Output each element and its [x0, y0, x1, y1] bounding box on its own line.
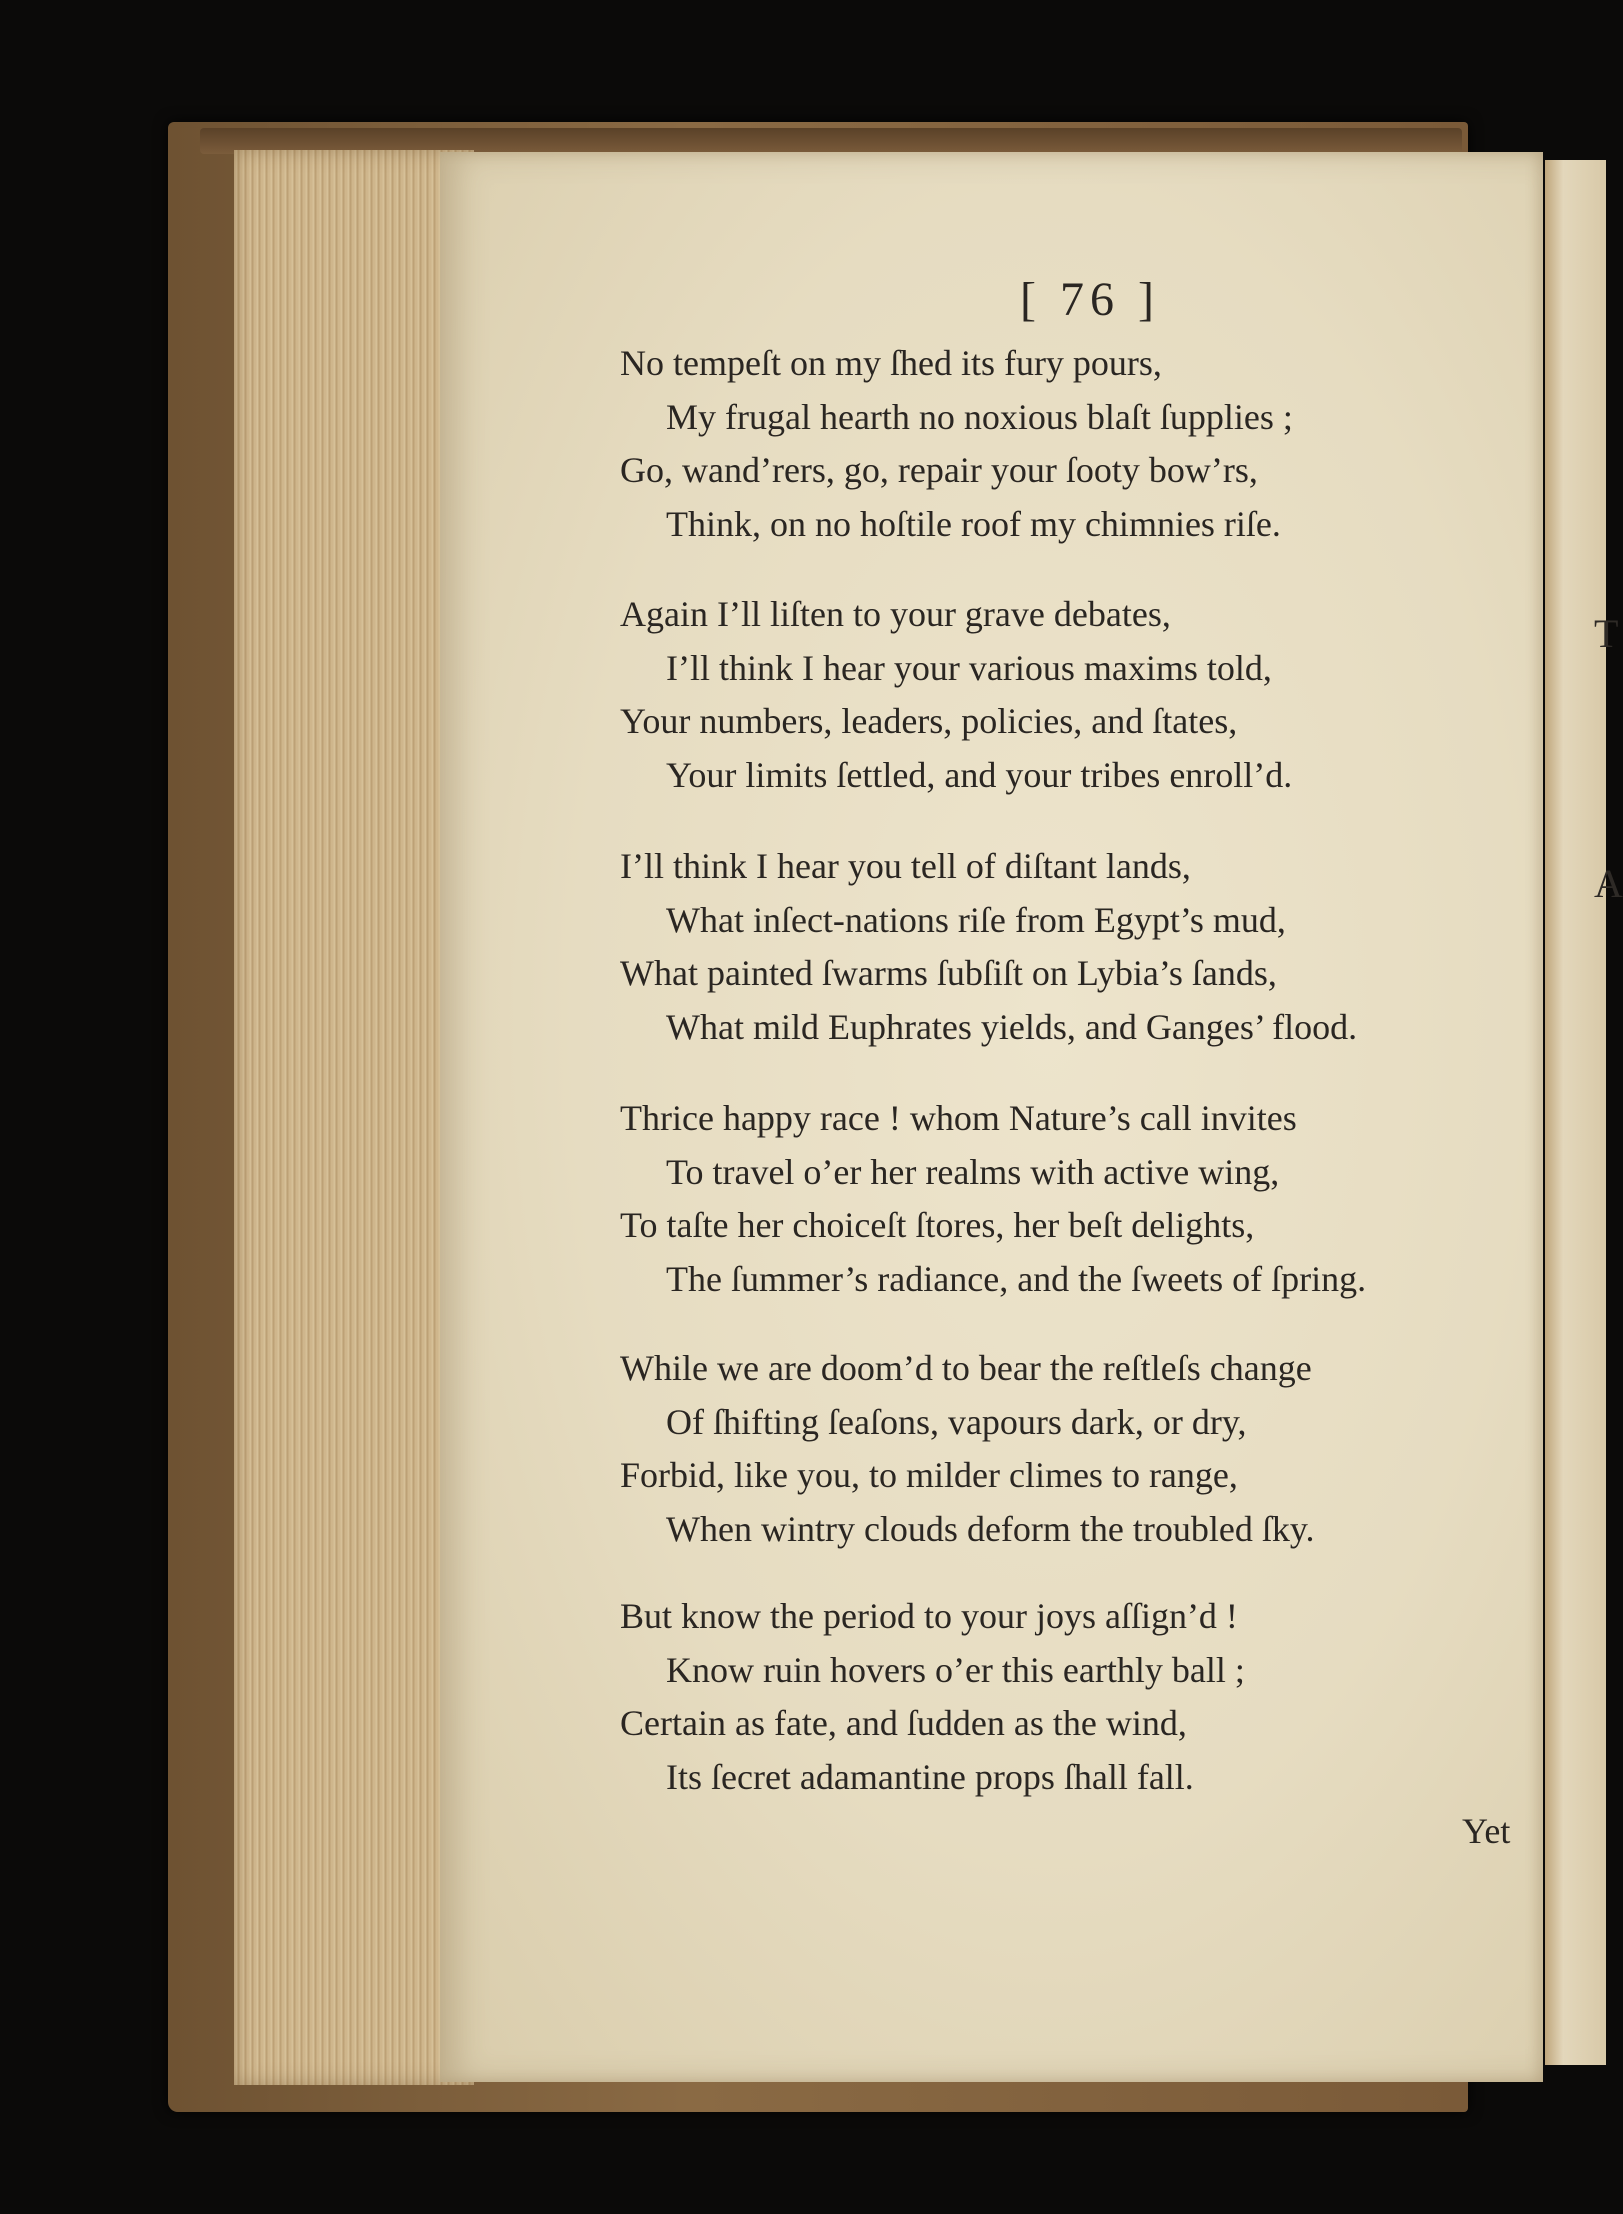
verse-line: What mild Euphrates yields, and Ganges’ flood. [666, 1006, 1358, 1047]
facing-page-letter: A [1594, 861, 1623, 906]
page-number: [ 76 ] [1020, 273, 1160, 326]
verse-line: To taſte her choiceſt ſtores, her beſt delights, [620, 1205, 1255, 1245]
catchword: Yet [1462, 1811, 1511, 1851]
stanza [620, 1092, 1520, 1306]
verse-line: Go, wand’rers, go, repair your ſooty bow’rs, [620, 450, 1258, 490]
stanza [620, 1342, 1520, 1556]
verse-line: Your limits ſettled, and your tribes enroll’d. [666, 754, 1293, 795]
verse-line: My frugal hearth no noxious blaſt ſupplies ; [666, 396, 1293, 437]
verse-line: Of ſhifting ſeaſons, vapours dark, or dry, [666, 1401, 1247, 1442]
verse-line: Thrice happy race ! whom Nature’s call invites [620, 1098, 1297, 1138]
verse-line: Certain as fate, and ſudden as the wind, [620, 1703, 1187, 1743]
facing-page-strip [1545, 160, 1606, 2065]
verse-line: What inſect-nations riſe from Egypt’s mud, [666, 899, 1286, 940]
verse-line: When wintry clouds deform the troubled ſky. [666, 1508, 1315, 1549]
stanza [620, 840, 1520, 1054]
verse-line: I’ll think I hear you tell of diſtant lands, [620, 846, 1191, 886]
verse-line: No tempeſt on my ſhed its fury pours, [620, 343, 1162, 383]
verse-line: Your numbers, leaders, policies, and ſtates, [620, 701, 1238, 741]
verse-line: Think, on no hoſtile roof my chimnies riſe. [666, 503, 1281, 544]
verse-line: Again I’ll liſten to your grave debates, [620, 594, 1171, 634]
verse-line: Know ruin hovers o’er this earthly ball ; [666, 1649, 1245, 1690]
page-block-edges [234, 150, 474, 2085]
verse-line: But know the period to your joys aſſign’d ! [620, 1596, 1238, 1636]
facing-page-letter: T [1594, 611, 1619, 656]
verse-line: Forbid, like you, to milder climes to range, [620, 1455, 1238, 1495]
verse-line: I’ll think I hear your various maxims told, [666, 647, 1272, 688]
verse-line: The ſummer’s radiance, and the ſweets of ſpring. [666, 1258, 1367, 1299]
stanza [620, 1590, 1520, 1804]
verse-line: While we are doom’d to bear the reſtleſs change [620, 1348, 1312, 1388]
stanza [620, 588, 1520, 802]
stanza [620, 337, 1520, 551]
verse-line: To travel o’er her realms with active wing, [666, 1151, 1280, 1192]
verse-line: What painted ſwarms ſubſiſt on Lybia’s ſands, [620, 953, 1277, 993]
verse-line: Its ſecret adamantine props ſhall fall. [666, 1756, 1194, 1797]
